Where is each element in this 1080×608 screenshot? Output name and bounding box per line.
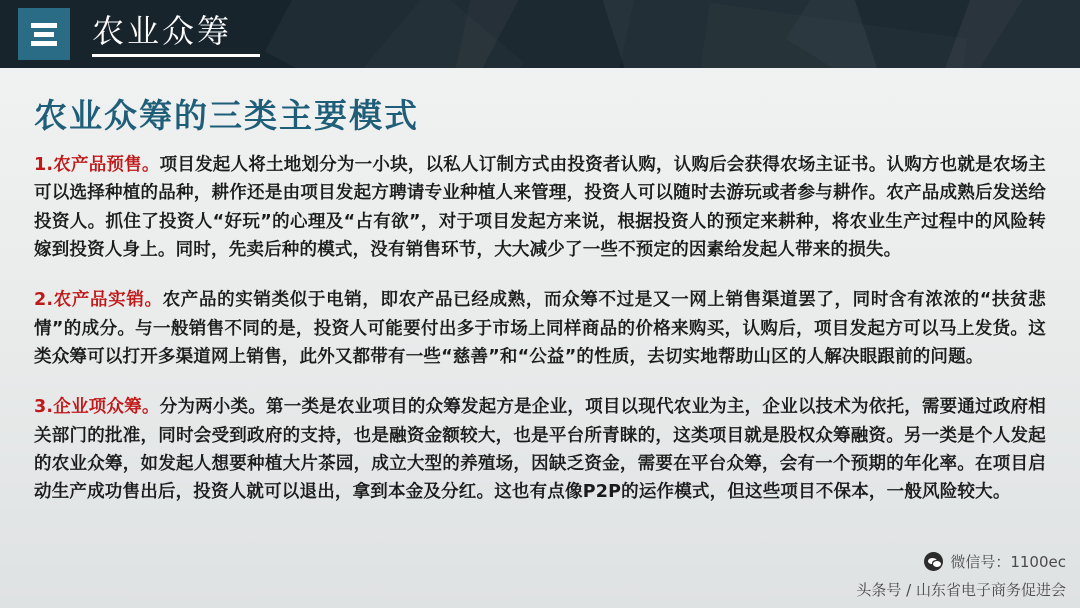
header-title-underline <box>92 54 260 57</box>
wechat-watermark <box>924 551 1066 572</box>
paragraph-1 <box>34 151 1046 264</box>
document-lines-icon <box>18 8 70 60</box>
toutiao-watermark <box>856 579 1066 600</box>
slide-header <box>0 0 1080 68</box>
paragraph-1-text: 项目发起人将土地划分为一小块，以私人订制方式由投资者认购，认购后会获得农场主证书。认购方也就是农场主可以选择种植的品种，耕作还是由项目发起方聘请专业种植人来管理，投资人可以随时去游玩或者参与耕作。农产品成熟后发送给投资人。抓住了投资人“好玩”的心理及“占有欲”，对于项目发起方来说，根据投资人的预定来耕种，将农业生产过程中的风险转嫁到投资人身上。同时，先卖后种的模式，没有销售环节，大大减少了一些不预定的因素给发起人带来的损失。 <box>34 155 1046 261</box>
page-title: 农业众筹的三类主要模式 <box>34 96 419 135</box>
paragraph-3 <box>34 393 1046 506</box>
header-title: 农业众筹 <box>92 12 233 50</box>
paragraph-1-lead: 1.农产品预售。 <box>34 155 160 175</box>
paragraph-3-lead: 3.企业项众筹。 <box>34 397 160 418</box>
wechat-watermark-text: 微信号：1100ec <box>950 553 1066 571</box>
paragraph-2-text: 农产品的实销类似于电销，即农产品已经成熟，而众筹不过是又一网上销售渠道罢了，同时含有浓浓的“扶贫悲情”的成分。与一般销售不同的是，投资人可能要付出多于市场上同样商品的价格来购买，认购后，项目发起方可以马上发货。这类众筹可以打开多渠道网上销售，此外又都带有一些“慈善”和“公益”的性质，去切实地帮助山区的人解决眼跟前的问题。 <box>34 290 1046 368</box>
paragraph-3-text: 分为两小类。第一类是农业项目的众筹发起方是企业，项目以现代农业为主，企业以技术为依托，需要通过政府相关部门的批准，同时会受到政府的支持，也是融资金额较大，也是平台所青睐的，这类项目就是股权众筹融资。另一类是个人发起的农业众筹，如发起人想要种植大片茶园，成立大型的养殖场，因缺乏资金，需要在平台众筹，会有一个预期的年化率。在项目启动生产成功售出后，投资人就可以退出，拿到本金及分红。这也有点像P2P的运作模式，但这些项目不保本，一般风险较大。 <box>34 397 1046 503</box>
slide-body <box>0 68 1080 507</box>
toutiao-watermark-text: 头条号 / 山东省电子商务促进会 <box>856 581 1066 599</box>
wechat-icon <box>924 552 943 571</box>
paragraph-2 <box>34 286 1046 371</box>
paragraph-2-lead: 2.农产品实销。 <box>34 290 163 311</box>
